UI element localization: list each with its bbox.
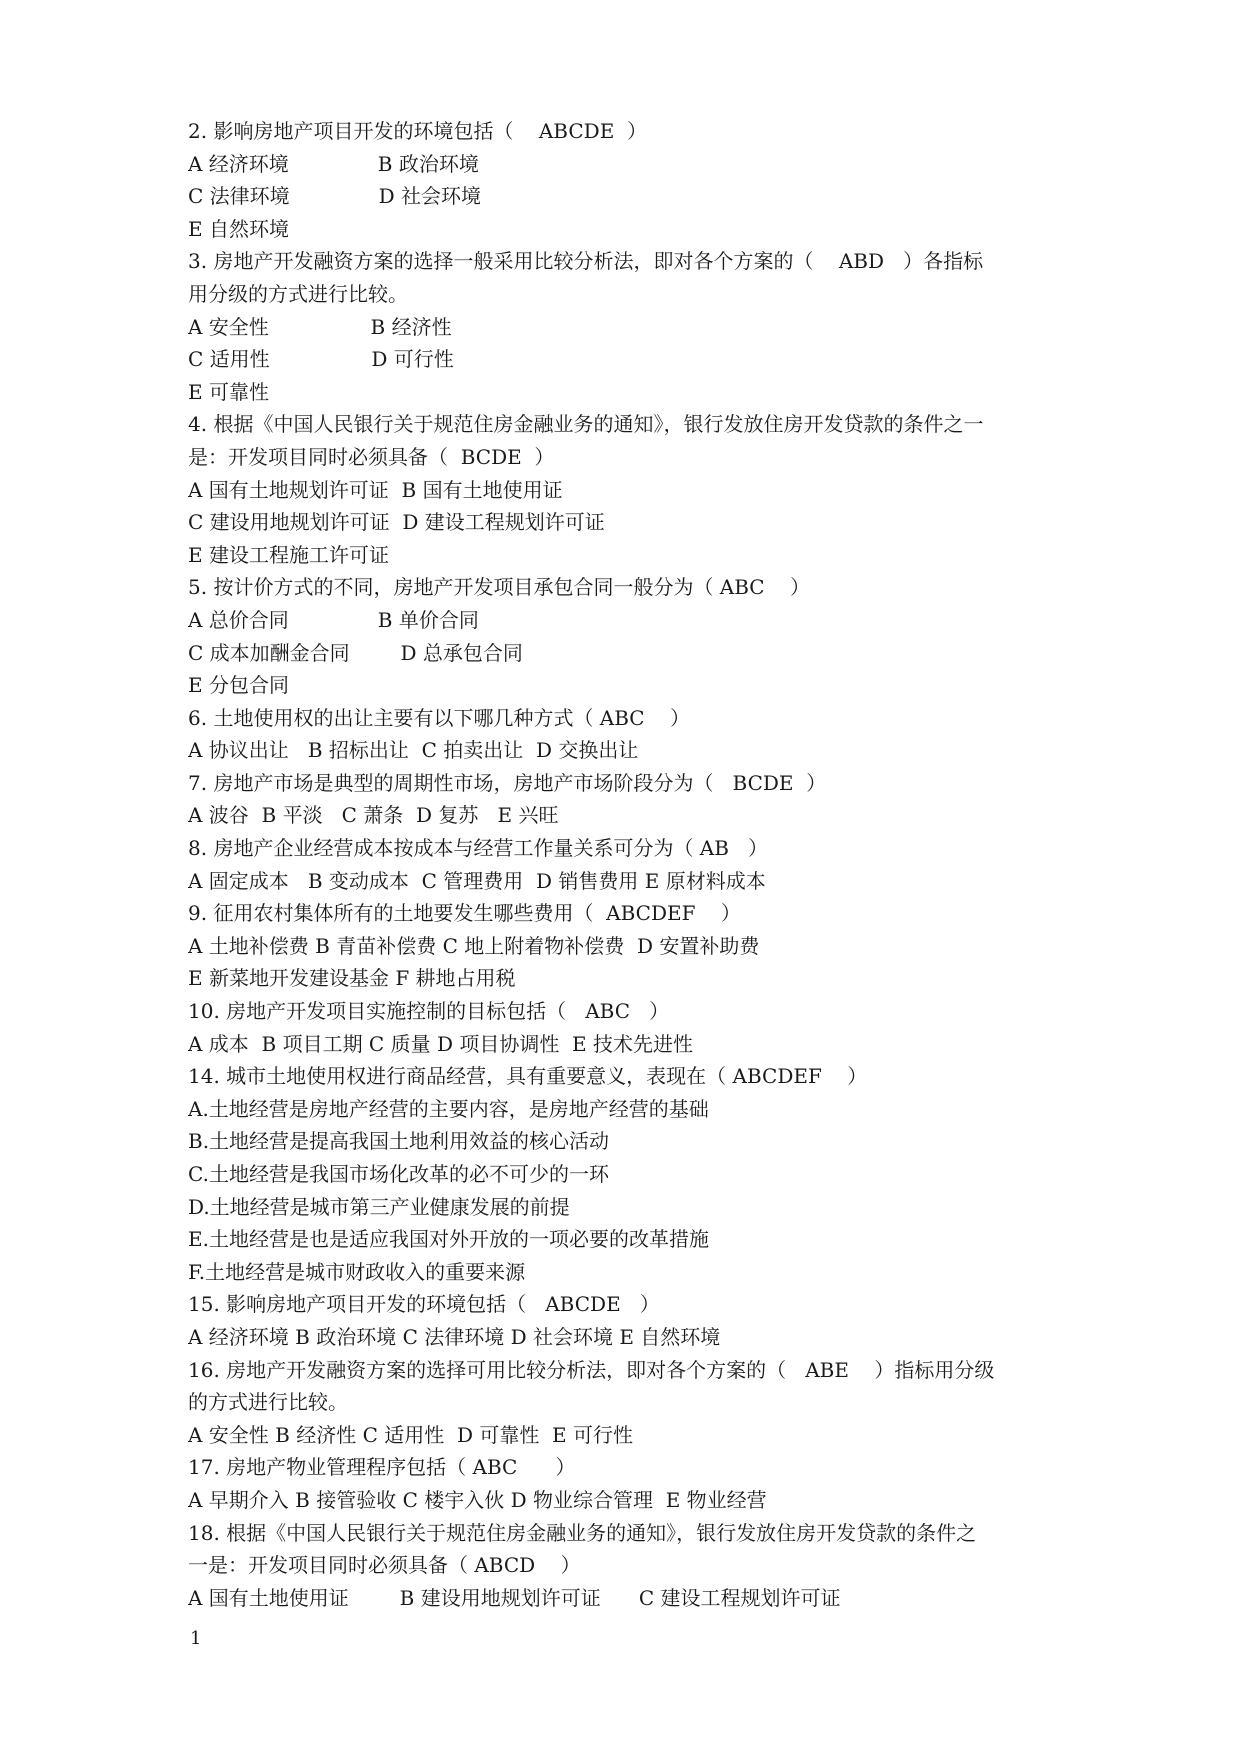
- text-line: 8. 房地产企业经营成本按成本与经营工作量关系可分为（ AB ）: [188, 836, 769, 861]
- text-line: C.土地经营是我国市场化改革的必不可少的一环: [188, 1162, 609, 1186]
- text-line: 一是：开发项目同时必须具备（ ABCD ）: [188, 1553, 581, 1578]
- text-line: 4. 根据《中国人民银行关于规范住房金融业务的通知》，银行发放住房开发贷款的条件之一: [188, 412, 984, 437]
- text-line: 7. 房地产市场是典型的周期性市场，房地产市场阶段分为（ BCDE ）: [188, 770, 827, 795]
- text-line: D.土地经营是城市第三产业健康发展的前提: [188, 1194, 570, 1219]
- text-line: A 国有土地规划许可证 B 国有土地使用证: [188, 477, 563, 502]
- text-line: 14. 城市土地使用权进行商品经营，具有重要意义，表现在（ ABCDEF ）: [188, 1064, 868, 1089]
- text-line: E.土地经营是也是适应我国对外开放的一项必要的改革措施: [188, 1227, 709, 1252]
- text-line: 9. 征用农村集体所有的土地要发生哪些费用（ ABCDEF ）: [188, 901, 741, 926]
- text-line: C 适用性 D 可行性: [188, 347, 454, 372]
- text-line: A 波谷 B 平淡 C 萧条 D 复苏 E 兴旺: [188, 803, 559, 828]
- text-line: E 可靠性: [188, 379, 269, 404]
- text-line: A 土地补偿费 B 青苗补偿费 C 地上附着物补偿费 D 安置补助费: [188, 933, 760, 958]
- text-line: 17. 房地产物业管理程序包括（ ABC ）: [188, 1455, 576, 1480]
- text-line: A 固定成本 B 变动成本 C 管理费用 D 销售费用 E 原材料成本: [188, 868, 766, 893]
- text-line: F.土地经营是城市财政收入的重要来源: [188, 1259, 526, 1284]
- text-line: A 安全性 B 经济性 C 适用性 D 可靠性 E 可行性: [188, 1422, 634, 1447]
- document-body: [188, 115, 1088, 1614]
- text-line: 18. 根据《中国人民银行关于规范住房金融业务的通知》，银行发放住房开发贷款的条件之: [188, 1520, 977, 1545]
- text-line: A 安全性 B 经济性: [188, 314, 452, 339]
- text-line: E 分包合同: [188, 673, 289, 698]
- text-line: C 法律环境 D 社会环境: [188, 184, 482, 209]
- text-line: 是：开发项目同时必须具备（ BCDE ）: [188, 444, 555, 469]
- text-line: A 经济环境 B 政治环境 C 法律环境 D 社会环境 E 自然环境: [188, 1324, 721, 1349]
- page-number: 1: [190, 1628, 202, 1649]
- text-line: A 早期介入 B 接管验收 C 楼宇入伙 D 物业综合管理 E 物业经营: [188, 1487, 767, 1512]
- text-line: A.土地经营是房地产经营的主要内容，是房地产经营的基础: [188, 1096, 709, 1121]
- text-line: A 协议出让 B 招标出让 C 拍卖出让 D 交换出让: [188, 738, 639, 763]
- text-line: 的方式进行比较。: [188, 1390, 348, 1415]
- text-line: 6. 土地使用权的出让主要有以下哪几种方式（ ABC ）: [188, 705, 691, 730]
- text-line: A 成本 B 项目工期 C 质量 D 项目协调性 E 技术先进性: [188, 1031, 694, 1056]
- text-line: B.土地经营是提高我国土地利用效益的核心活动: [188, 1129, 610, 1154]
- text-line: 15. 影响房地产项目开发的环境包括（ ABCDE ）: [188, 1292, 660, 1317]
- text-line: A 国有土地使用证 B 建设用地规划许可证 C 建设工程规划许可证: [188, 1585, 841, 1610]
- text-line: 2. 影响房地产项目开发的环境包括（ ABCDE ）: [188, 119, 648, 143]
- text-line: 用分级的方式进行比较。: [188, 281, 408, 306]
- text-line: E 建设工程施工许可证: [188, 542, 389, 567]
- text-line: C 建设用地规划许可证 D 建设工程规划许可证: [188, 510, 605, 535]
- text-line: 10. 房地产开发项目实施控制的目标包括（ ABC ）: [188, 999, 670, 1024]
- text-line: 5. 按计价方式的不同，房地产开发项目承包合同一般分为（ ABC ）: [188, 575, 811, 600]
- text-line: A 经济环境 B 政治环境: [188, 151, 479, 176]
- text-line: 16. 房地产开发融资方案的选择可用比较分析法，即对各个方案的（ ABE ）指标用分级: [188, 1357, 995, 1382]
- text-line: A 总价合同 B 单价合同: [188, 607, 479, 632]
- text-line: E 新菜地开发建设基金 F 耕地占用税: [188, 966, 516, 991]
- text-line: E 自然环境: [188, 216, 289, 241]
- text-line: 3. 房地产开发融资方案的选择一般采用比较分析法，即对各个方案的（ ABD ）各指标: [188, 249, 984, 274]
- text-line: C 成本加酬金合同 D 总承包合同: [188, 640, 523, 665]
